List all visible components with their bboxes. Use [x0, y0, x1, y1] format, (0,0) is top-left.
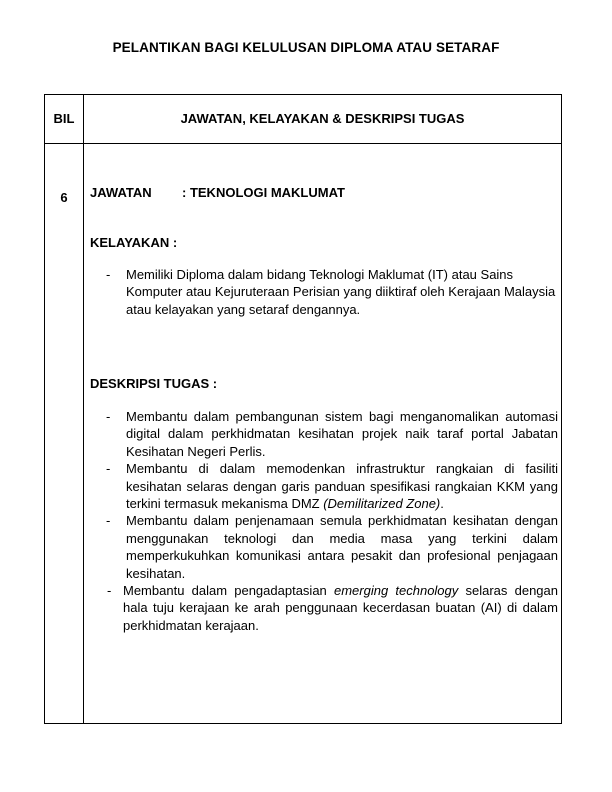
kelayakan-heading: KELAYAKAN : — [90, 235, 178, 250]
item-text: Membantu dalam penjenamaan semula perkhidmatan kesihatan dengan menggunakan teknologi dan media masa yang terkini dalam memperkukuhkan komunikasi antara pesakit dan profesional penjagaan kesihatan. — [126, 513, 558, 581]
header-bil: BIL — [53, 111, 75, 126]
jawatan-value: : TEKNOLOGI MAKLUMAT — [182, 185, 345, 200]
item-text: Membantu dalam pengadaptasian — [123, 583, 334, 599]
item-text-end: . — [440, 496, 444, 512]
item-text: Memiliki Diploma dalam bidang Teknologi Maklumat (IT) atau Sains Komputer atau Kejuruteraan Perisian yang diiktiraf oleh Kerajaan Malaysia atau kelayakan yang setaraf dengannya. — [126, 267, 556, 317]
column-divider — [83, 95, 84, 723]
kelayakan-list — [90, 266, 558, 318]
deskripsi-heading: DESKRIPSI TUGAS : — [90, 376, 218, 391]
jawatan-label: JAWATAN — [90, 185, 152, 200]
list-item — [90, 408, 558, 460]
deskripsi-list — [90, 408, 558, 634]
job-table — [44, 94, 562, 724]
list-item — [90, 266, 558, 318]
item-text-end: selaras dengan hala tuju kerajaan ke arah penggunaan kecerdasan buatan (AI) di dalam perkhidmatan kerajaan. — [123, 583, 558, 633]
list-item — [90, 512, 558, 582]
item-text-italic: emerging technology — [333, 583, 459, 599]
list-item — [90, 582, 558, 634]
item-text-italic: (Demilitarized Zone) — [323, 496, 441, 512]
bullet-dash: - — [107, 583, 112, 599]
list-item — [90, 460, 558, 512]
bullet-dash: - — [106, 267, 111, 282]
header-divider — [45, 143, 561, 144]
item-text: Membantu dalam pembangunan sistem bagi menganomalikan automasi digital dalam perkhidmatan kesihatan projek naik taraf portal Jabatan Kesihatan Negeri Perlis. — [126, 409, 558, 459]
page-title: PELANTIKAN BAGI KELULUSAN DIPLOMA ATAU SETARAF — [112, 40, 500, 55]
bullet-dash: - — [106, 513, 111, 529]
item-text: Membantu di dalam memodenkan infrastruktur rangkaian di fasiliti kesihatan selaras dengan garis panduan spesifikasi rangkaian KKM yang terkini termasuk mekanisma DMZ — [126, 461, 558, 512]
bullet-dash: - — [106, 409, 111, 424]
row-number: 6 — [60, 190, 68, 205]
jawatan-line — [90, 185, 345, 200]
bullet-dash: - — [106, 461, 111, 477]
header-title: JAWATAN, KELAYAKAN & DESKRIPSI TUGAS — [180, 111, 465, 126]
